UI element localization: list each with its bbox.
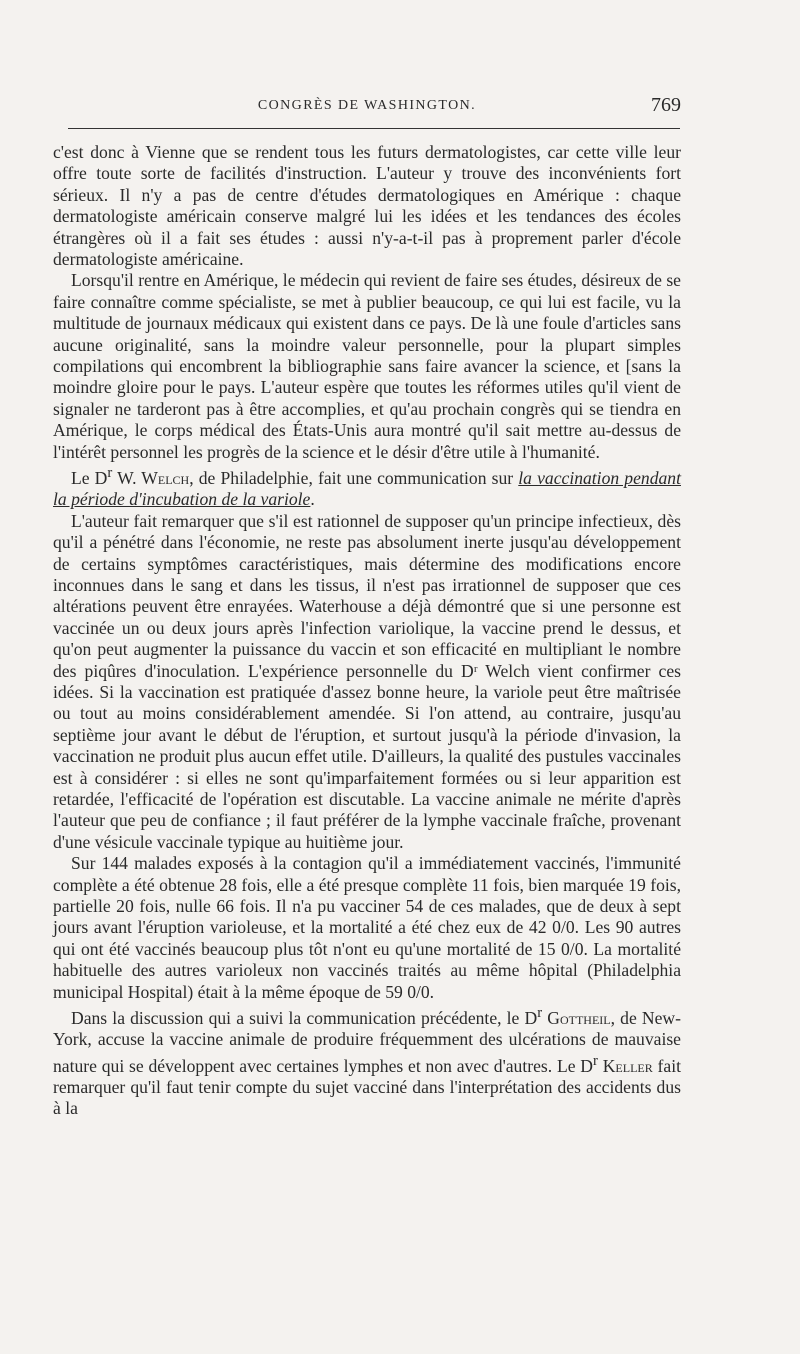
running-title: CONGRÈS DE WASHINGTON. xyxy=(257,98,477,113)
title-superscript: r xyxy=(537,1005,543,1022)
paragraph-3-pre: Le D xyxy=(71,467,108,488)
paragraph-1: c'est donc à Vienne que se rendent tous les futurs dermatologistes, car cette ville leur offre toute sorte de facilités d'instruction. L'auteur y trouve des inconvénients fort sérieux. Il n'y a pas de centre d'études dermatologiques en Amérique : chaque dermatologiste américain conserve malgré lui les idées et les tendances des écoles étrangères où il a fait ses études : aussi n'y-a-t-il pas à proprement parler d'école dermatologiste américaine. xyxy=(53,142,681,270)
page-header xyxy=(53,94,681,118)
paragraph-3-mid: , de Philadelphie, fait une communication sur xyxy=(189,467,519,488)
paragraph-5: Sur 144 malades exposés à la contagion qu'il a immédiatement vaccinés, l'immunité complète a été obtenue 28 fois, elle a été presque complète 11 fois, bien marquée 19 fois, partielle 20 fois, nulle 66 fois. Il n'a pu vacciner 54 de ces malades, que de deux à sept jours avant l'éruption varioleuse, et la mortalité a été chez eux de 42 0/0. Les 90 autres qui ont été vaccinés beaucoup plus tôt n'ont eu qu'une mortalité de 15 0/0. La mortalité habituelle des autres varioleux non vaccinés traités au même hôpital (Philadelphia municipal Hospital) était à la même époque de 59 0/0. xyxy=(53,853,681,1002)
paragraph-6 xyxy=(53,1003,681,1120)
body-text xyxy=(53,142,681,1120)
communication-title: la vaccination pendant la période d'incubation de la variole xyxy=(53,467,681,510)
paragraph-2: Lorsqu'il rentre en Amérique, le médecin qui revient de faire ses études, désireux de se faire connaître comme spécialiste, se met à publier beaucoup, ce qui lui est facile, vu la multitude de journaux médicaux qui existent dans ce pays. De là une foule d'articles sans aucune originalité, sans la moindre valeur personnelle, pour la plupart simples compilations qui encombrent la bibliographie sans faire avancer la science, et [sans la moindre gloire pour le pays. L'auteur espère que toutes les réformes utiles qu'il vient de signaler ne tarderont pas à être accomplies, et qu'au prochain congrès qui se tiendra en Amérique, le corps médical des États-Unis aura montré qu'il sait mettre au-dessus de l'intérêt personnel les progrès de la science et le désir d'être utile à l'humanité. xyxy=(53,270,681,462)
title-superscript: r xyxy=(593,1052,598,1069)
paragraph-3 xyxy=(53,463,681,511)
paragraph-6-post: fait remarquer qu'il faut tenir compte du sujet vacciné dans l'interprétation des accidents dus à la xyxy=(53,1055,681,1119)
paragraph-3-post: . xyxy=(310,489,315,510)
paragraph-6-mid: , de New-York, accuse la vaccine animale de produire fréquemment des ulcérations de mauvaise nature qui se développent avec certaines lymphes et non avec d'autres. Le D xyxy=(53,1007,681,1076)
paragraph-6-pre: Dans la discussion qui a suivi la communication précédente, le D xyxy=(71,1007,538,1028)
paragraph-4: L'auteur fait remarquer que s'il est rationnel de supposer qu'un principe infectieux, dès qu'il a pénétré dans l'économie, ne reste pas absolument inerte jusqu'au développement de certains symptômes caractéristiques, mais détermine des modifications encore inconnues dans le sang et dans les tissus, il n'est pas irrationnel de supposer que ces altérations peuvent être enrayées. Waterhouse a déjà démontré que si une personne est vaccinée un ou deux jours après l'infection variolique, la vaccine prend le dessus, et qu'on peut augmenter la puissance du vaccin et son efficacité en multipliant le nombre des piqûres d'inoculation. L'expérience personnelle du Dʳ Welch vient confirmer ces idées. Si la vaccination est pratiquée d'assez bonne heure, la variole peut être maîtrisée ou tout au moins considérablement amendée. Si l'on attend, au contraire, jusqu'au septième jour avant le début de l'éruption, et surtout jusqu'à la période d'invasion, la vaccination ne produit plus aucun effet utile. D'ailleurs, la qualité des pustules vaccinales est à considérer : si elles ne sont qu'imparfaitement formées ou si leur apparition est retardée, l'efficacité de l'opération est discutable. La vaccine animale ne mérite d'après l'auteur que peu de confiance ; il faut préférer de la lymphe vaccinale fraîche, provenant d'une vésicule vaccinale typique au huitième jour. xyxy=(53,510,681,852)
author-name-welch: W. Welch xyxy=(112,467,190,488)
author-name-keller: Keller xyxy=(597,1055,653,1076)
title-superscript: r xyxy=(107,465,113,482)
header-rule xyxy=(68,128,680,129)
author-name-gottheil: Gottheil xyxy=(542,1007,611,1028)
page-number: 769 xyxy=(651,94,681,116)
